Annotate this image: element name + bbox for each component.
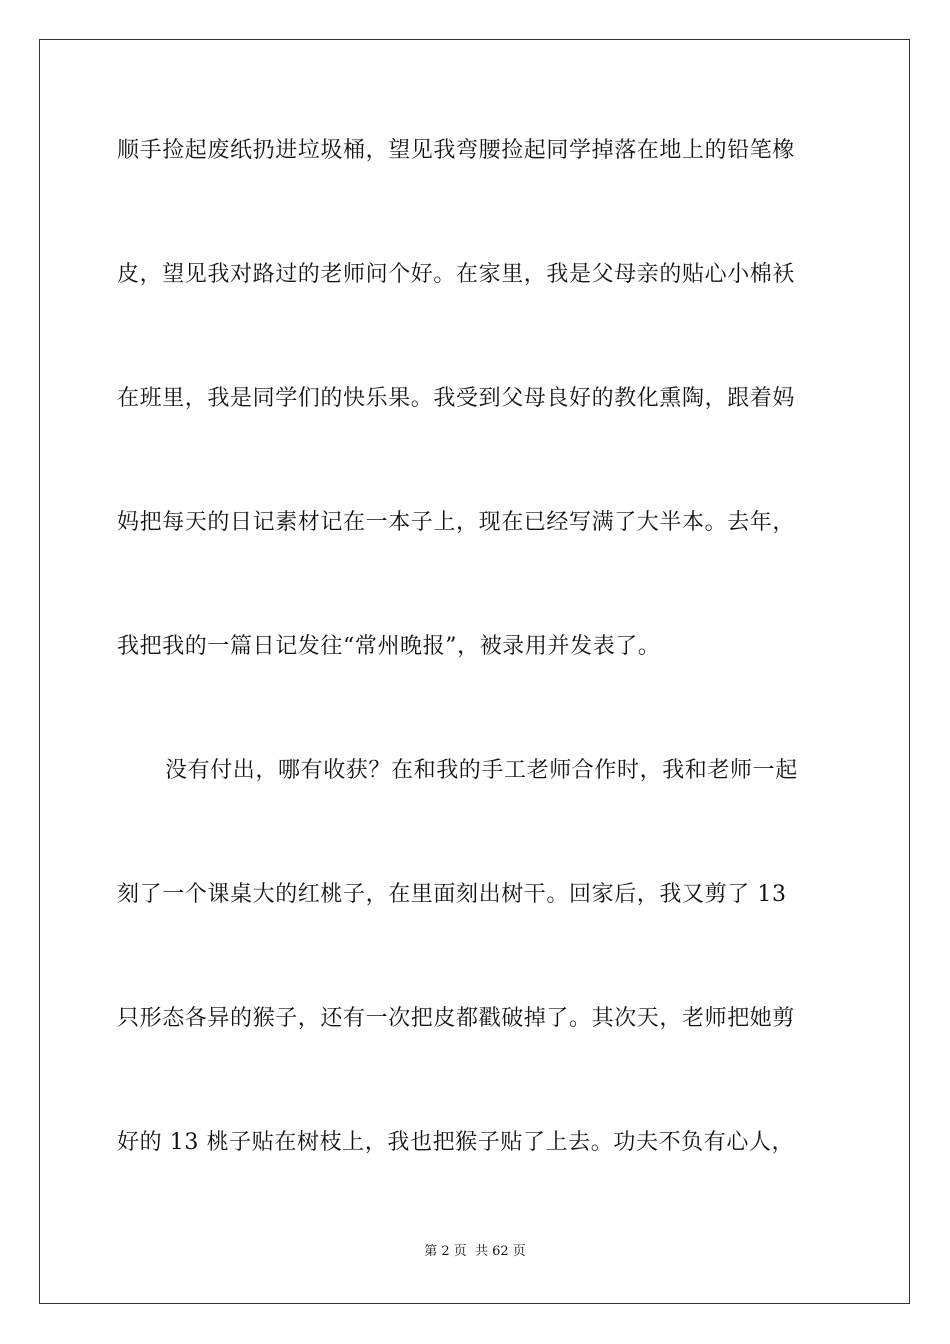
total-page-count: 共 62 页 xyxy=(474,1244,526,1259)
text-line: 顺手捡起废纸扔进垃圾桶，望见我弯腰捡起同学掉落在地上的铅笔橡 xyxy=(117,138,796,163)
text-line: 皮，望见我对路过的老师问个好。在家里，我是父母亲的贴心小棉袄 xyxy=(117,262,796,287)
text-line: 妈把每天的日记素材记在一本子上，现在已经写满了大半本。去年， xyxy=(117,510,796,535)
text-line: 刻了一个课桌大的红桃子，在里面刻出树干。回家后，我又剪了 13 xyxy=(117,882,787,907)
text-line: 好的 13 桃子贴在树枝上，我也把猴子贴了上去。功夫不负有心人， xyxy=(117,1130,795,1155)
text-line: 只形态各异的猴子，还有一次把皮都戳破掉了。其次天，老师把她剪 xyxy=(117,1006,796,1031)
current-page-number: 第 2 页 xyxy=(424,1244,467,1259)
page-frame xyxy=(39,39,910,1304)
text-line-paragraph-start: 没有付出，哪有收获？在和我的手工老师合作时，我和老师一起 xyxy=(165,758,798,783)
text-line: 我把我的一篇日记发往“常州晚报”，被录用并发表了。 xyxy=(117,634,661,659)
text-line: 在班里，我是同学们的快乐果。我受到父母良好的教化熏陶，跟着妈 xyxy=(117,386,796,411)
page-footer xyxy=(0,1243,950,1261)
